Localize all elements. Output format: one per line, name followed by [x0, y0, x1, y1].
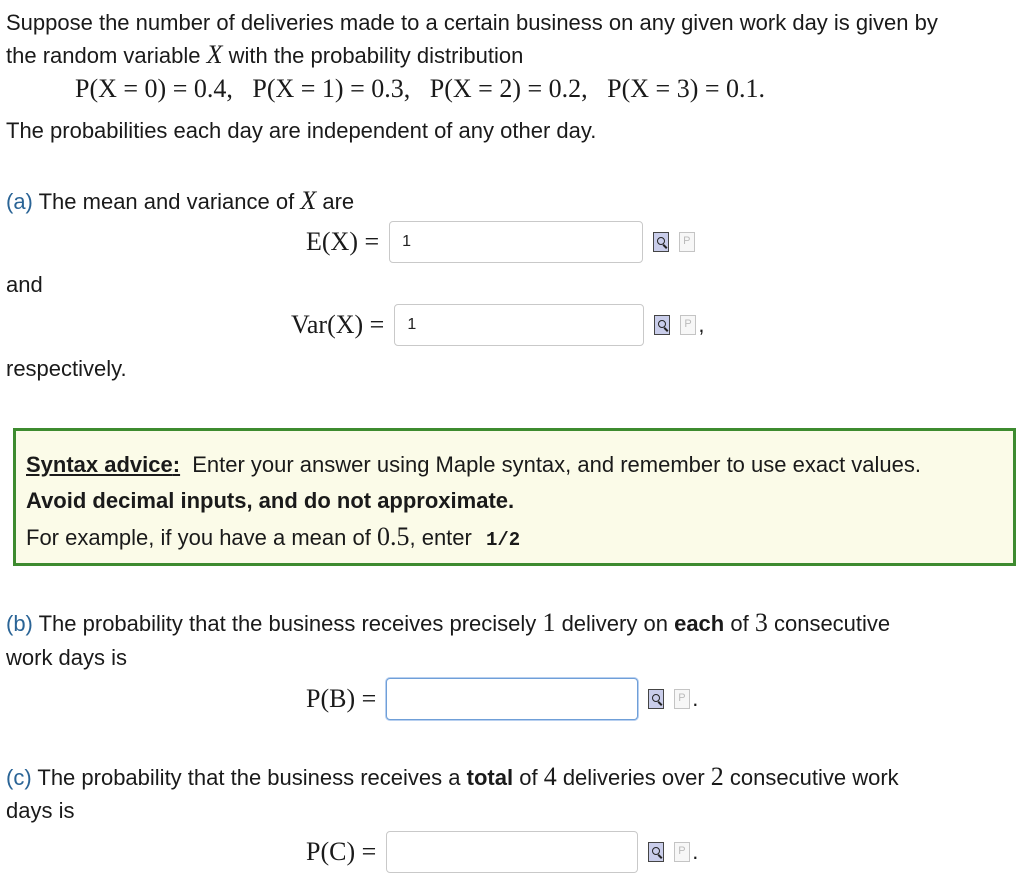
part-b-text-3: of [730, 611, 749, 636]
pc-trailing-period: . [692, 839, 699, 864]
ex-row [306, 221, 695, 263]
part-c-text-2: of [519, 765, 538, 790]
advice-line-3 [26, 519, 1003, 558]
advice-line-1 [26, 447, 1003, 483]
variable-x: X [206, 40, 223, 69]
part-c-prompt [6, 762, 1016, 793]
intro-text-2b: with the probability distribution [228, 43, 524, 68]
part-c-prompt-line-2 [6, 796, 1016, 826]
advice-text-3b: , enter [409, 525, 472, 550]
pc-input[interactable] [386, 831, 638, 873]
part-b-prompt-line-2 [6, 643, 1016, 673]
var-input[interactable] [394, 304, 644, 346]
part-b-num-2: 3 [754, 608, 768, 637]
var-row [291, 304, 704, 346]
part-b-text-2: delivery on [561, 611, 668, 636]
preview-icon[interactable] [654, 315, 670, 335]
preview-icon[interactable] [648, 689, 664, 709]
pb-trailing-period: . [692, 686, 699, 711]
paste-icon[interactable] [680, 315, 696, 335]
pb-label: P(B) = [306, 684, 377, 713]
advice-colon: : [172, 452, 181, 477]
preview-icon[interactable] [648, 842, 664, 862]
pc-row [306, 831, 698, 873]
intro-line-1 [6, 8, 1016, 38]
part-b-text-5: work days is [6, 645, 128, 670]
pb-row [306, 678, 698, 720]
pb-input[interactable] [386, 678, 638, 720]
pc-label: P(C) = [306, 837, 377, 866]
part-b-num-1: 1 [542, 608, 556, 637]
intro-line-4 [6, 116, 1016, 146]
part-a-prompt [6, 186, 1016, 217]
intro-line-2 [6, 40, 1016, 71]
part-c-text-4: consecutive work [729, 765, 899, 790]
preview-icon[interactable] [653, 232, 669, 252]
distribution-formula [75, 74, 1016, 104]
part-c-num-2: 2 [710, 762, 724, 791]
part-a-text-after: are [322, 189, 355, 214]
part-c-num-1: 4 [543, 762, 557, 791]
advice-text-2: Avoid decimal inputs, and do not approximate. [26, 488, 515, 513]
advice-line-2 [26, 483, 1003, 519]
part-b-text-4: consecutive [773, 611, 891, 636]
distribution-text: P(X = 0) = 0.4, P(X = 1) = 0.3, P(X = 2) = 0.2, P(X = 3) = 0.1. [75, 74, 766, 103]
ex-label: E(X) = [306, 227, 380, 256]
advice-heading: Syntax advice [26, 452, 173, 477]
part-b-text-1: The probability that the business receives precisely [38, 611, 537, 636]
respectively-label: respectively. [6, 356, 127, 381]
intro-text-1: Suppose the number of deliveries made to a certain business on any given work day is given by [6, 10, 938, 35]
syntax-advice-box [13, 428, 1016, 566]
advice-text-3: For example, if you have a mean of [26, 525, 371, 550]
part-c-text-1: The probability that the business receives a [37, 765, 461, 790]
part-b-bold: each [674, 611, 725, 636]
part-a-label: (a) [6, 189, 33, 214]
part-a-var: X [300, 186, 317, 215]
paste-icon[interactable] [674, 842, 690, 862]
part-c-text-5: days is [6, 798, 75, 823]
part-c-text-3: deliveries over [562, 765, 705, 790]
advice-example-code: 1/2 [485, 529, 521, 551]
part-c-bold: total [466, 765, 514, 790]
independence-text: The probabilities each day are independent of any other day. [6, 118, 597, 143]
paste-icon[interactable] [674, 689, 690, 709]
intro-text-2a: the random variable [6, 43, 201, 68]
paste-icon[interactable] [679, 232, 695, 252]
and-label: and [6, 272, 43, 297]
and-text [6, 270, 1016, 300]
var-trailing-comma: , [698, 312, 705, 337]
advice-number: 0.5 [376, 522, 410, 551]
respectively-text [6, 354, 1016, 384]
ex-input[interactable] [389, 221, 643, 263]
part-b-label: (b) [6, 611, 33, 636]
advice-text-1: Enter your answer using Maple syntax, and remember to use exact values. [192, 452, 922, 477]
part-c-label: (c) [6, 765, 32, 790]
part-b-prompt [6, 608, 1016, 639]
part-a-text: The mean and variance of [38, 189, 295, 214]
var-label: Var(X) = [291, 310, 385, 339]
